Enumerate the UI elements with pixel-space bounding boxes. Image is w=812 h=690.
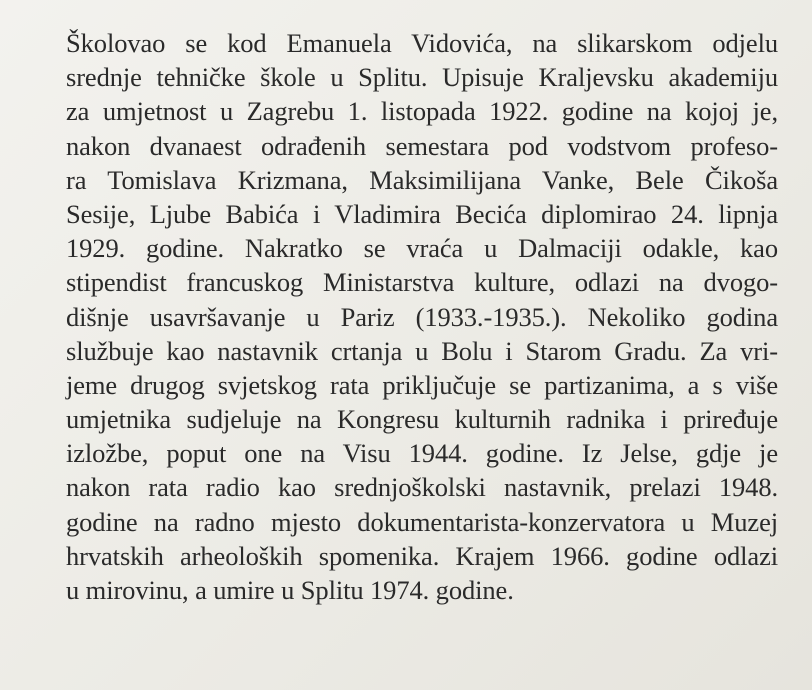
- text-line: za umjetnost u Zagrebu 1. listopada 1922. godine na kojoj je,: [66, 96, 778, 127]
- text-line: umjetnika sudjeluje na Kongresu kulturnih radnika i priređuje: [66, 404, 778, 435]
- text-line: hrvatskih arheoloških spomenika. Krajem 1966. godine odlazi: [66, 540, 778, 571]
- biography-paragraph: [66, 26, 778, 607]
- text-line: ra Tomislava Krizmana, Maksimilijana Vanke, Bele Čikoša: [66, 164, 778, 195]
- text-line: izložbe, poput one na Visu 1944. godine. Iz Jelse, gdje je: [66, 438, 778, 469]
- text-line: službuje kao nastavnik crtanja u Bolu i Starom Gradu. Za vri-: [66, 335, 778, 366]
- text-line: nakon rata radio kao srednjoškolski nastavnik, prelazi 1948.: [66, 472, 778, 503]
- text-line: godine na radno mjesto dokumentarista-konzervatora u Muzej: [66, 506, 778, 537]
- text-line: dišnje usavršavanje u Pariz (1933.-1935.). Nekoliko godina: [66, 301, 778, 332]
- text-line: Sesije, Ljube Babića i Vladimira Becića diplomirao 24. lipnja: [66, 198, 778, 229]
- text-line: u mirovinu, a umire u Splitu 1974. godine.: [66, 575, 514, 605]
- text-line: srednje tehničke škole u Splitu. Upisuje Kraljevsku akademiju: [66, 62, 778, 93]
- text-line: 1929. godine. Nakratko se vraća u Dalmaciji odakle, kao: [66, 233, 778, 264]
- text-line: jeme drugog svjetskog rata priključuje se partizanima, a s više: [66, 369, 778, 400]
- text-line: Školovao se kod Emanuela Vidovića, na slikarskom odjelu: [66, 28, 778, 58]
- text-line: nakon dvanaest odrađenih semestara pod vodstvom profeso-: [66, 130, 778, 161]
- text-line: stipendist francuskog Ministarstva kulture, odlazi na dvogo-: [66, 267, 778, 298]
